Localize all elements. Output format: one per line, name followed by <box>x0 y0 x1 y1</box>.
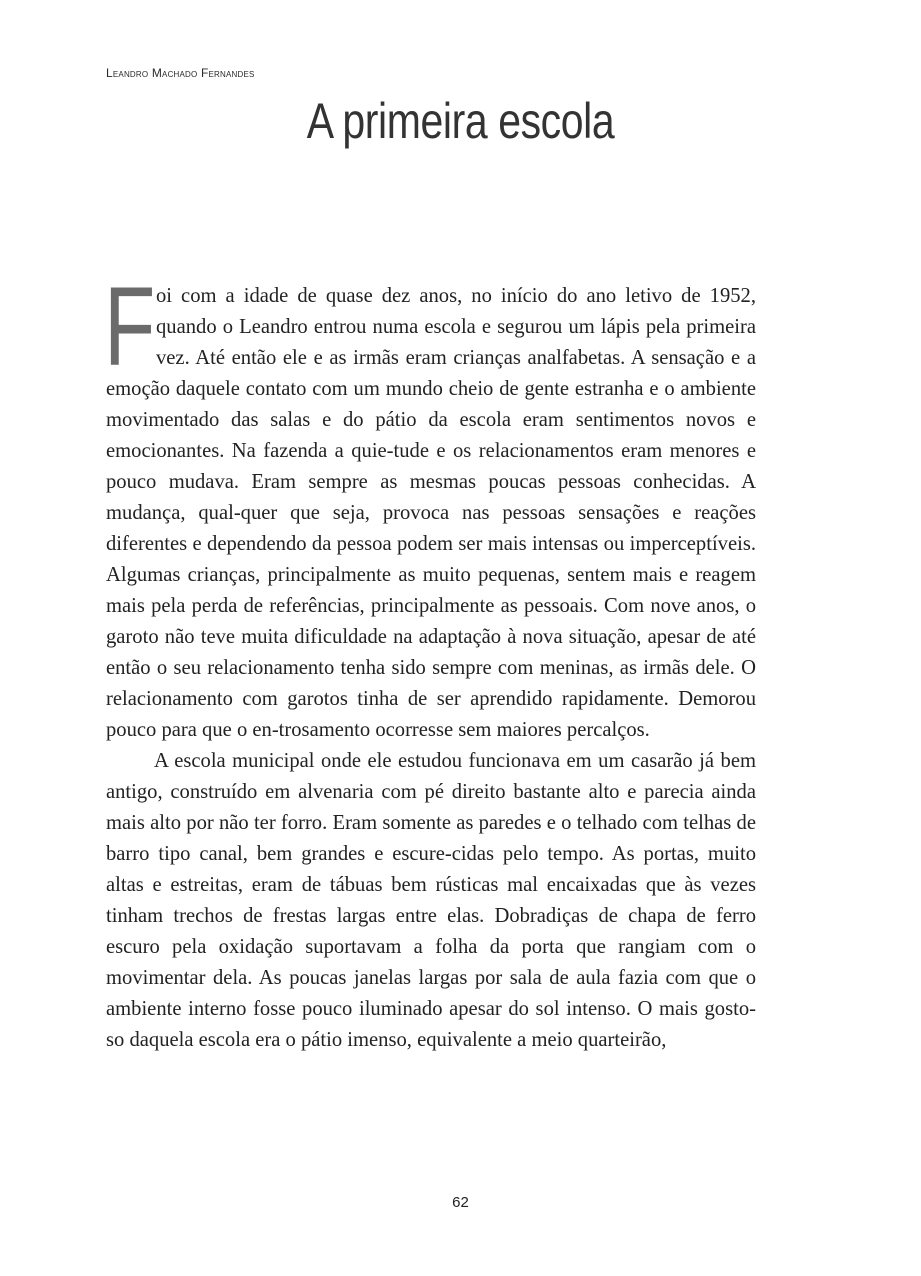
running-head: Leandro Machado Fernandes <box>106 66 255 80</box>
page-number: 62 <box>452 1194 469 1211</box>
paragraph-1 <box>104 264 756 746</box>
paragraph-2: A escola municipal onde ele estudou funcionava em um casarão já bem antigo, construído em alvenaria com pé direito bastante alto e parecia ainda mais alto por não ter forro. Eram somente as paredes e o telhado com telhas de barro tipo canal, bem grandes e escure-cidas pelo tempo. As portas, muito altas e estreitas, eram de tábuas bem rústicas mal encaixadas que às vezes tinham trechos de frestas largas entre elas. Dobradiças de chapa de ferro escuro pela oxidação suportavam a folha da porta que rangiam com o movimentar dela. As poucas janelas largas por sala de aula fazia com que o ambiente interno fosse pouco iluminado apesar do sol intenso. O mais gosto-so daquela escola era o pátio imenso, equivalente a meio quarteirão, <box>106 750 756 1051</box>
paragraph-1-text: oi com a idade de quase dez anos, no início do ano letivo de 1952, quando o Leandro entrou numa escola e segurou um lápis pela primeira vez. Até então ele e as irmãs eram crianças analfabetas. A sensação e a emoção daquele contato com um mundo cheio de gente estranha e o ambiente movimentado das salas e do pátio da escola eram sentimentos novos e emocionantes. Na fazenda a quie-tude e os relacionamentos eram menores e pouco mudava. Eram sempre as mesmas poucas pessoas conhecidas. A mudança, qual-quer que seja, provoca nas pessoas sensações e reações diferentes e dependendo da pessoa podem ser mais intensas ou imperceptíveis. Algumas crianças, principalmente as muito pequenas, sentem mais e reagem mais pela perda de referências, principalmente as pessoais. Com nove anos, o garoto não teve muita dificuldade na adaptação à nova situação, apesar de até então o seu relacionamento tenha sido sempre com meninas, as irmãs dele. O relacionamento com garotos tinha de ser aprendido rapidamente. Demorou pouco para que o en-trosamento ocorresse sem maiores percalços. <box>106 285 756 741</box>
body-text <box>104 264 756 1056</box>
drop-cap: F <box>104 264 156 389</box>
chapter-title: A primeira escola <box>306 93 615 149</box>
